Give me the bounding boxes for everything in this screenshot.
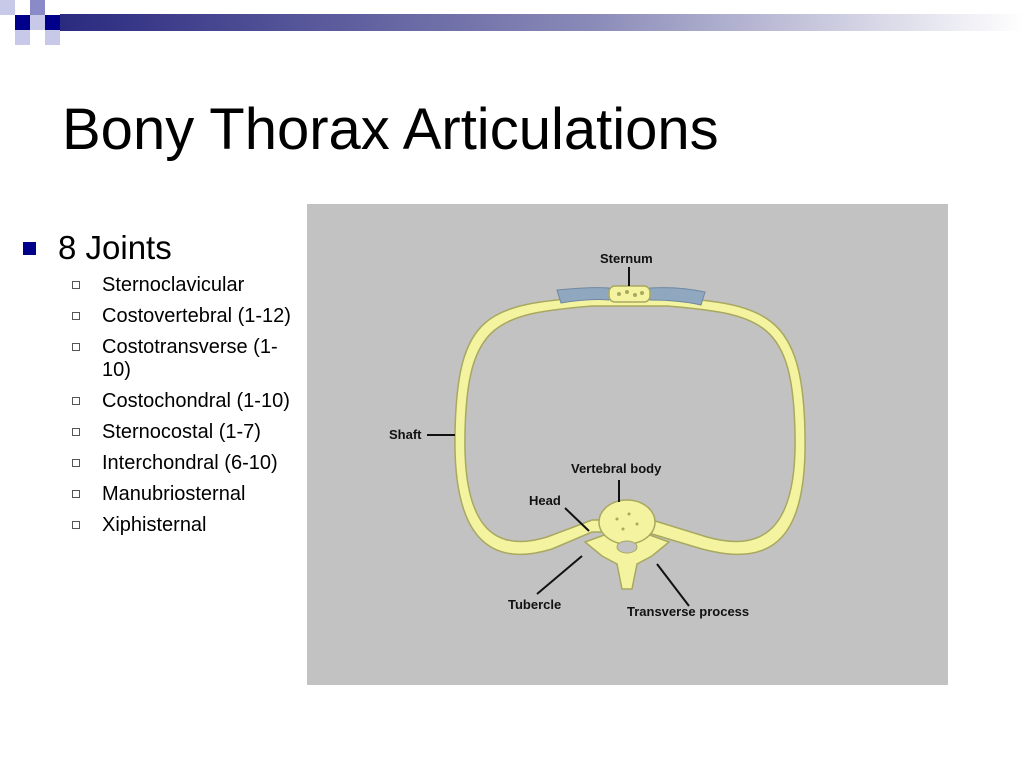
- sub-bullet-item: [20, 336, 302, 382]
- header-band: [0, 0, 1024, 48]
- sub-bullet-item: [20, 390, 302, 413]
- hollow-square-bullet-icon: [72, 312, 80, 320]
- main-bullet-text: 8 Joints: [58, 229, 172, 266]
- sub-bullet-item: [20, 274, 302, 297]
- vertebral-body-label: Vertebral body: [571, 461, 662, 476]
- hollow-square-bullet-icon: [72, 397, 80, 405]
- sub-bullet-item: [20, 421, 302, 444]
- sub-bullet-text: Xiphisternal: [102, 514, 207, 536]
- sub-bullet-text: Sternocostal (1-7): [102, 421, 261, 443]
- sub-bullet-list: [20, 274, 310, 537]
- hollow-square-bullet-icon: [72, 490, 80, 498]
- main-bullet: [20, 226, 310, 270]
- tubercle-leader: [537, 556, 582, 594]
- head-label: Head: [529, 493, 561, 508]
- rib-diagram-svg: [307, 204, 948, 685]
- hollow-square-bullet-icon: [72, 521, 80, 529]
- sub-bullet-text: Interchondral (6-10): [102, 452, 278, 474]
- hollow-square-bullet-icon: [72, 281, 80, 289]
- sub-bullet-text: Costochondral (1-10): [102, 390, 290, 412]
- transverse-process-leader: [657, 564, 689, 606]
- shaft-label: Shaft: [389, 427, 422, 442]
- sternum-shape: [609, 286, 650, 302]
- sub-bullet-text: Costovertebral (1-12): [102, 305, 291, 327]
- hollow-square-bullet-icon: [72, 459, 80, 467]
- rib-diagram-figure: [307, 204, 948, 685]
- bullet-list: [20, 226, 310, 545]
- sternum-label: Sternum: [600, 251, 653, 266]
- hollow-square-bullet-icon: [72, 428, 80, 436]
- sub-bullet-item: [20, 514, 302, 537]
- sub-bullet-text: Manubriosternal: [102, 483, 246, 505]
- transverse-process-label: Transverse process: [627, 604, 750, 619]
- sub-bullet-item: [20, 452, 302, 475]
- sub-bullet-text: Costotransverse (1-10): [102, 336, 278, 381]
- sub-bullet-item: [20, 305, 302, 328]
- sub-bullet-text: Sternoclavicular: [102, 274, 245, 296]
- square-bullet-icon: [23, 242, 36, 255]
- slide-title: Bony Thorax Articulations: [62, 97, 719, 162]
- sub-bullet-item: [20, 483, 302, 506]
- tubercle-label: Tubercle: [508, 597, 562, 612]
- hollow-square-bullet-icon: [72, 343, 80, 351]
